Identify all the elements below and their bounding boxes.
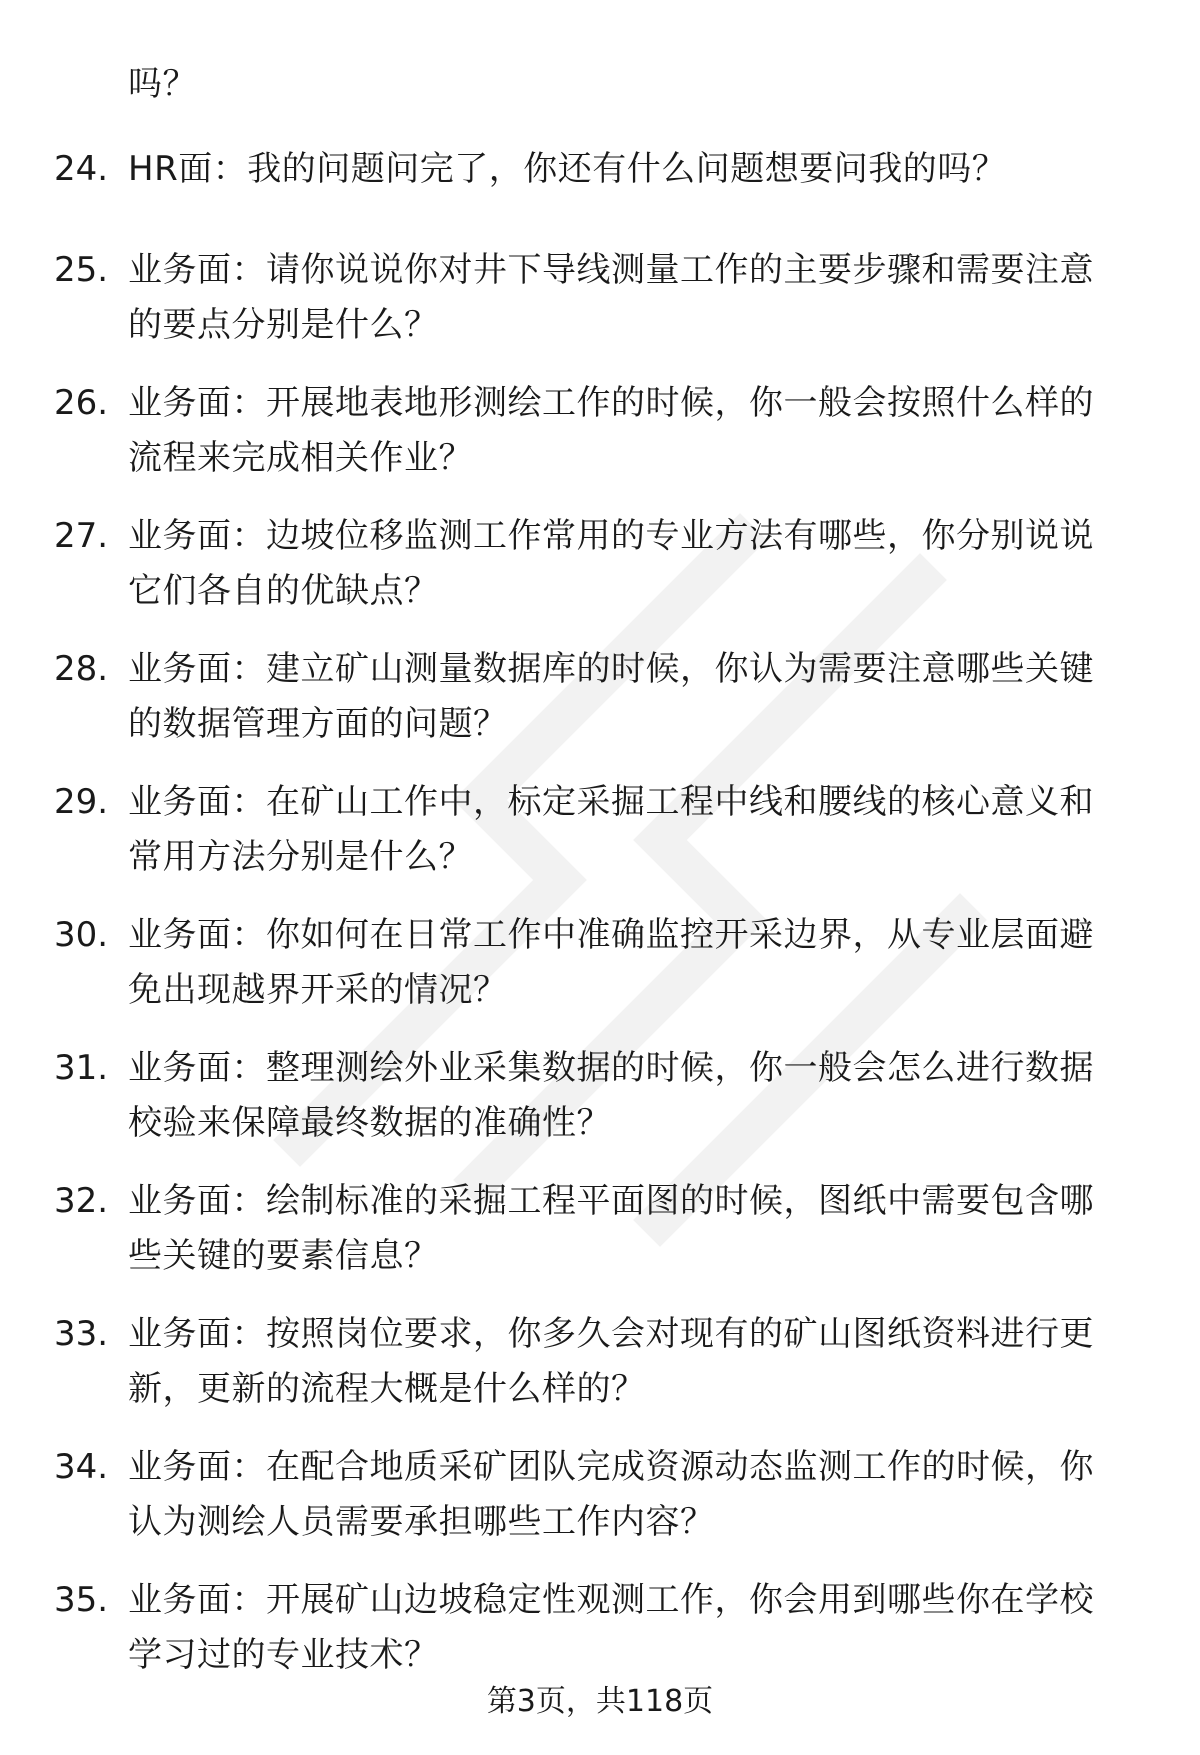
question-text-line: 认为测绘人员需要承担哪些工作内容？ (128, 1502, 715, 1542)
continuation-text: 吗？ (128, 64, 197, 104)
question-text-line: 业务面：绘制标准的采掘工程平面图的时候，图纸中需要包含哪 (128, 1181, 1094, 1221)
question-number: 32. (54, 1181, 109, 1221)
question-text-line: 的要点分别是什么？ (128, 305, 439, 345)
question-text-line: 业务面：边坡位移监测工作常用的专业方法有哪些，你分别说说 (128, 516, 1094, 556)
question-item (0, 142, 1200, 243)
question-text-line: 业务面：你如何在日常工作中准确监控开采边界，从专业层面避 (128, 915, 1094, 955)
question-text (128, 509, 1138, 619)
question-text-line: 业务面：在配合地质采矿团队完成资源动态监测工作的时候，你 (128, 1447, 1094, 1487)
question-number: 31. (54, 1048, 109, 1088)
question-item (0, 1041, 1200, 1174)
question-text-line: 业务面：整理测绘外业采集数据的时候，你一般会怎么进行数据 (128, 1048, 1094, 1088)
question-text (128, 908, 1138, 1018)
question-number: 35. (54, 1580, 109, 1620)
question-item (0, 1440, 1200, 1573)
question-item (0, 376, 1200, 509)
question-text (128, 775, 1138, 885)
question-text (128, 142, 1138, 197)
question-text-line: 业务面：建立矿山测量数据库的时候，你认为需要注意哪些关键 (128, 649, 1094, 689)
question-text-line: 业务面：请你说说你对井下导线测量工作的主要步骤和需要注意 (128, 250, 1094, 290)
question-text (128, 1307, 1138, 1417)
question-number: 33. (54, 1314, 109, 1354)
question-text-line: 业务面：开展地表地形测绘工作的时候，你一般会按照什么样的 (128, 383, 1094, 423)
question-item (0, 1307, 1200, 1440)
question-text-line: 常用方法分别是什么？ (128, 837, 473, 877)
question-text-line: 的数据管理方面的问题？ (128, 704, 508, 744)
question-text (128, 642, 1138, 752)
question-number: 34. (54, 1447, 109, 1487)
question-item (0, 908, 1200, 1041)
question-text-line: HR面：我的问题问完了，你还有什么问题想要问我的吗？ (128, 149, 1007, 189)
question-text (128, 1573, 1138, 1683)
question-text-line: 免出现越界开采的情况？ (128, 970, 508, 1010)
question-text (128, 1174, 1138, 1284)
question-number: 28. (54, 649, 109, 689)
question-number: 27. (54, 516, 109, 556)
question-text (128, 243, 1138, 353)
question-item (0, 243, 1200, 376)
question-number: 29. (54, 782, 109, 822)
question-text-line: 校验来保障最终数据的准确性？ (128, 1103, 611, 1143)
question-item (0, 509, 1200, 642)
question-text (128, 1041, 1138, 1151)
question-text-line: 业务面：在矿山工作中，标定采掘工程中线和腰线的核心意义和 (128, 782, 1094, 822)
question-text (128, 1440, 1138, 1550)
question-text-line: 学习过的专业技术？ (128, 1635, 439, 1675)
question-text-line: 流程来完成相关作业？ (128, 438, 473, 478)
question-number: 24. (54, 149, 109, 189)
question-text (128, 376, 1138, 486)
question-number: 30. (54, 915, 109, 955)
question-number: 25. (54, 250, 109, 290)
question-list (0, 142, 1200, 1706)
page-footer: 第3页，共118页 (486, 1684, 714, 1719)
question-item (0, 775, 1200, 908)
question-text-line: 业务面：开展矿山边坡稳定性观测工作，你会用到哪些你在学校 (128, 1580, 1094, 1620)
question-text-line: 业务面：按照岗位要求，你多久会对现有的矿山图纸资料进行更 (128, 1314, 1094, 1354)
question-item (0, 642, 1200, 775)
question-item (0, 1174, 1200, 1307)
question-number: 26. (54, 383, 109, 423)
question-text-line: 些关键的要素信息？ (128, 1236, 439, 1276)
question-text-line: 新，更新的流程大概是什么样的？ (128, 1369, 646, 1409)
question-text-line: 它们各自的优缺点？ (128, 571, 439, 611)
